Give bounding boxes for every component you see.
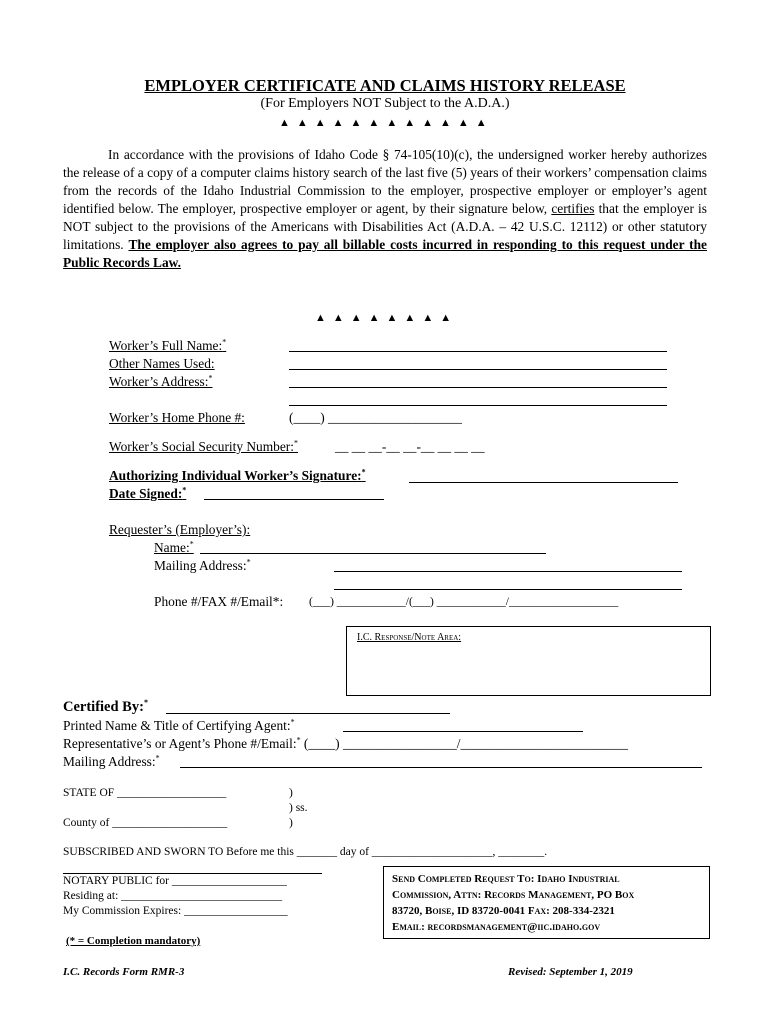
- worker-signature-label: Authorizing Individual Worker’s Signature:*: [109, 467, 366, 483]
- home-phone-field[interactable]: (____) ____________________: [289, 410, 462, 425]
- triangle-row-top: ▲▲▲▲▲▲▲▲▲▲▲▲: [279, 117, 494, 129]
- completion-note: (* = Completion mandatory): [66, 935, 201, 947]
- send-request-box: [383, 866, 710, 939]
- date-signed-label: Date Signed:*: [109, 485, 187, 501]
- intro-paragraph: [63, 146, 707, 272]
- agent-mailing-label: Mailing Address:*: [63, 753, 160, 769]
- worker-address-field-1[interactable]: [289, 387, 667, 388]
- county-of-field[interactable]: County of ____________________: [63, 817, 228, 829]
- requester-mailing-label: Mailing Address:*: [154, 557, 251, 573]
- send-line-2: Commission, Attn: Records Management, PO Box: [392, 889, 635, 901]
- send-line-3: 83720, Boise, ID 83720-0041 Fax: 208-334-2321: [392, 905, 615, 917]
- ss-mark: ) ss.: [289, 802, 308, 814]
- ssn-label: Worker’s Social Security Number:*: [109, 438, 298, 454]
- intro-certifies: certifies: [551, 201, 595, 216]
- requester-phone-label: Phone #/FAX #/Email*:: [154, 594, 284, 609]
- requester-name-label: Name:*: [154, 539, 194, 555]
- certified-by-field[interactable]: [166, 713, 450, 714]
- sworn-statement[interactable]: SUBSCRIBED AND SWORN TO Before me this _______ day of _____________________, ________.: [63, 846, 548, 858]
- send-email[interactable]: Email: recordsmanagement@iic.idaho.gov: [392, 921, 601, 933]
- agent-phone-field[interactable]: (____) _________________/_________________________: [303, 736, 628, 751]
- ic-response-note-area[interactable]: [346, 626, 711, 696]
- requester-phone-field[interactable]: (___) ____________/(___) ____________/___________________: [309, 596, 619, 608]
- residing-at-field[interactable]: Residing at: ____________________________: [63, 890, 283, 902]
- agent-phone-label: Representative’s or Agent’s Phone #/Email:* (____) _________________/_________________________: [63, 735, 628, 751]
- ssn-field[interactable]: __ __ __-__ __-__ __ __ __: [335, 439, 485, 454]
- triangle-row-mid: ▲▲▲▲▲▲▲▲: [315, 312, 459, 324]
- printed-name-label: Printed Name & Title of Certifying Agent:*: [63, 717, 295, 733]
- notary-signature-line[interactable]: [63, 873, 322, 874]
- intro-text-1: In accordance with the provisions of Idaho Code § 74-105(10)(c), the undersigned worker hereby authorizes the release of a copy of a computer claims history search of the last five (5) years of their workers’ compensation claims from the records of the Idaho Industrial Commission to the employer, prospective employer or employer’s agent identified below. The employer, prospective employer or agent, by their signature below,: [63, 147, 707, 216]
- paren-3: ): [289, 817, 293, 829]
- requester-heading: Requester’s (Employer’s):: [109, 522, 251, 537]
- other-names-field[interactable]: [289, 369, 667, 370]
- certified-by-label: Certified By:*: [63, 698, 148, 715]
- worker-signature-field[interactable]: [409, 482, 678, 483]
- date-signed-field[interactable]: [204, 499, 384, 500]
- revised-date: Revised: September 1, 2019: [508, 966, 633, 978]
- worker-address-field-2[interactable]: [289, 405, 667, 406]
- worker-address-label: Worker’s Address:*: [109, 373, 213, 389]
- other-names-label: Other Names Used:: [109, 356, 215, 371]
- billing-notice: The employer also agrees to pay all billable costs incurred in responding to this request under the Public Records Law.: [63, 237, 707, 270]
- notary-public-field[interactable]: NOTARY PUBLIC for ____________________: [63, 875, 287, 887]
- form-title: EMPLOYER CERTIFICATE AND CLAIMS HISTORY RELEASE: [144, 76, 626, 95]
- ic-response-label: I.C. Response/Note Area:: [357, 632, 462, 643]
- worker-full-name-label: Worker’s Full Name:*: [109, 337, 227, 353]
- requester-name-field[interactable]: [200, 553, 546, 554]
- intro-text-2: that the employer is NOT subject to the provisions of the Americans with Disabilities Act (A.D.A. – 42 U.S.C. 12112) or other statutory limitations.: [63, 201, 707, 252]
- agent-mailing-field[interactable]: [180, 767, 702, 768]
- home-phone-label: Worker’s Home Phone #:: [109, 410, 245, 425]
- requester-mailing-field-2[interactable]: [334, 589, 682, 590]
- state-of-field[interactable]: STATE OF ___________________: [63, 787, 227, 799]
- form-id: I.C. Records Form RMR-3: [63, 966, 185, 978]
- requester-mailing-field-1[interactable]: [334, 571, 682, 572]
- commission-expires-field[interactable]: My Commission Expires: __________________: [63, 905, 288, 917]
- paren-1: ): [289, 787, 293, 799]
- form-subtitle: (For Employers NOT Subject to the A.D.A.): [260, 96, 510, 111]
- send-line-1: Send Completed Request To: Idaho Industrial: [392, 873, 620, 885]
- worker-full-name-field[interactable]: [289, 351, 667, 352]
- printed-name-field[interactable]: [343, 731, 583, 732]
